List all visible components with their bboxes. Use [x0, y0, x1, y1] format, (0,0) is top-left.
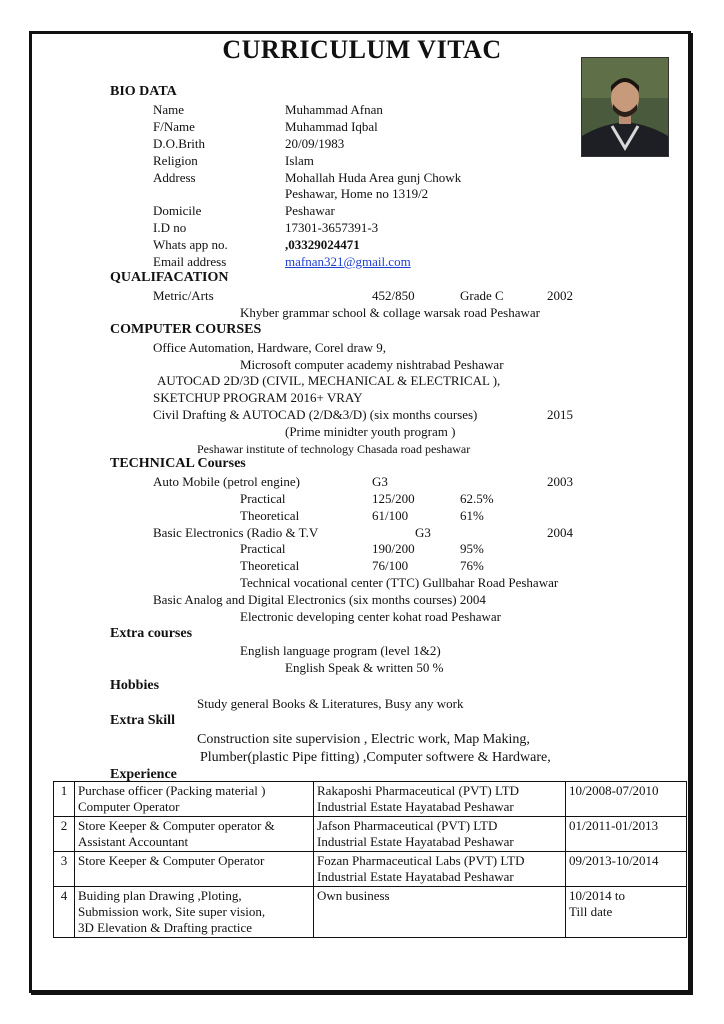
auto-theoretical-label: Theoretical	[240, 508, 300, 523]
experience-heading: Experience	[110, 767, 177, 782]
period-cell	[566, 887, 687, 938]
organization-cell	[314, 887, 566, 938]
page-title: CURRICULUM VITAC	[222, 35, 502, 64]
auto-course-grade: G3	[372, 474, 388, 489]
extra-courses-heading: Extra courses	[110, 626, 193, 641]
row-number: 1	[54, 782, 75, 817]
role-line: Submission work, Site super vision,	[78, 904, 266, 919]
role-line: Purchase officer (Packing material )	[78, 783, 266, 798]
computer-course-line: (Prime minidter youth program )	[285, 424, 456, 439]
elec-course-grade: G3	[415, 525, 431, 540]
analog-course: Basic Analog and Digital Electronics (six months courses) 2004	[153, 592, 486, 607]
org-line: Own business	[317, 888, 390, 903]
org-line: Rakaposhi Pharmaceutical (PVT) LTD	[317, 783, 520, 798]
experience-table	[53, 781, 687, 938]
elec-course-label: Basic Electronics (Radio & T.V	[153, 525, 319, 540]
organization-cell	[314, 852, 566, 887]
elec-practical-marks: 190/200	[372, 541, 415, 556]
org-line: Industrial Estate Hayatabad Peshawar	[317, 834, 514, 849]
computer-course-line: SKETCHUP PROGRAM 2016+ VRAY	[153, 390, 363, 405]
bio-label-address: Address	[153, 170, 196, 185]
bio-label-religion: Religion	[153, 153, 198, 168]
role-line: Store Keeper & Computer Operator	[78, 853, 265, 868]
bio-value-dob: 20/09/1983	[285, 136, 345, 151]
auto-course-label: Auto Mobile (petrol engine)	[153, 474, 300, 489]
auto-course-year: 2003	[547, 474, 573, 489]
elec-course-year: 2004	[547, 525, 573, 540]
qualification-year: 2002	[547, 288, 573, 303]
period-line: 01/2011-01/2013	[569, 818, 659, 833]
computer-course-year: 2015	[547, 407, 573, 422]
email-link[interactable]: mafnan321@gmail.com	[285, 254, 411, 269]
bio-value-name: Muhammad Afnan	[285, 102, 383, 117]
extra-course-line: English Speak & written 50 %	[285, 660, 444, 675]
org-line: Industrial Estate Hayatabad Peshawar	[317, 799, 514, 814]
bio-label-email: Email address	[153, 254, 227, 269]
hobbies-heading: Hobbies	[110, 678, 160, 693]
role-line: Buiding plan Drawing ,Ploting,	[78, 888, 242, 903]
role-line: 3D Elevation & Drafting practice	[78, 920, 252, 935]
qualification-institute: Khyber grammar school & collage warsak road Peshawar	[240, 305, 540, 320]
bio-value-address-2: Peshawar, Home no 1319/2	[285, 186, 429, 201]
bio-value-domicile: Peshawar	[285, 203, 335, 218]
row-number: 3	[54, 852, 75, 887]
bio-label-fname: F/Name	[153, 119, 195, 134]
analog-institute: Electronic developing center kohat road Peshawar	[240, 609, 501, 624]
row-number: 2	[54, 817, 75, 852]
bio-value-religion: Islam	[285, 153, 314, 168]
extra-skill-line: Plumber(plastic Pipe fitting) ,Computer softwere & Hardware,	[200, 750, 551, 765]
qualification-grade: Grade C	[460, 288, 504, 303]
bio-value-whatsapp: ,03329024471	[285, 237, 360, 252]
role-line: Assistant Accountant	[78, 834, 189, 849]
computer-courses-heading: COMPUTER COURSES	[110, 322, 262, 337]
role-cell	[75, 817, 314, 852]
elec-practical-label: Practical	[240, 541, 286, 556]
profile-photo	[581, 57, 669, 157]
elec-practical-percent: 95%	[460, 541, 484, 556]
period-cell	[566, 817, 687, 852]
table-row	[54, 852, 687, 887]
table-row	[54, 817, 687, 852]
bio-label-id: I.D no	[153, 220, 187, 235]
period-line: Till date	[569, 904, 613, 919]
qualification-label: Metric/Arts	[153, 288, 214, 303]
organization-cell	[314, 782, 566, 817]
period-line: 10/2014 to	[569, 888, 625, 903]
elec-theoretical-label: Theoretical	[240, 558, 300, 573]
hobbies-text: Study general Books & Literatures, Busy any work	[197, 696, 464, 711]
computer-course-line: Peshawar institute of technology Chasada road peshawar	[197, 442, 471, 456]
role-line: Store Keeper & Computer operator &	[78, 818, 275, 833]
table-row	[54, 887, 687, 938]
period-cell	[566, 782, 687, 817]
extra-course-line: English language program (level 1&2)	[240, 643, 441, 658]
biodata-heading: BIO DATA	[110, 84, 177, 99]
computer-course-line: Office Automation, Hardware, Corel draw 9,	[153, 340, 386, 355]
auto-practical-percent: 62.5%	[460, 491, 494, 506]
auto-theoretical-marks: 61/100	[372, 508, 409, 523]
role-cell	[75, 782, 314, 817]
bio-label-dob: D.O.Brith	[153, 136, 205, 151]
extra-skill-heading: Extra Skill	[110, 713, 175, 728]
organization-cell	[314, 817, 566, 852]
bio-label-whatsapp: Whats app no.	[153, 237, 228, 252]
table-row	[54, 782, 687, 817]
computer-course-line: AUTOCAD 2D/3D (CIVIL, MECHANICAL & ELECTRICAL ),	[157, 373, 501, 388]
auto-practical-label: Practical	[240, 491, 286, 506]
ttc-institute: Technical vocational center (TTC) Gullbahar Road Peshawar	[240, 575, 559, 590]
qualification-marks: 452/850	[372, 288, 415, 303]
org-line: Jafson Pharmaceutical (PVT) LTD	[317, 818, 498, 833]
org-line: Fozan Pharmaceutical Labs (PVT) LTD	[317, 853, 525, 868]
role-cell	[75, 887, 314, 938]
bio-value-id: 17301-3657391-3	[285, 220, 379, 235]
auto-practical-marks: 125/200	[372, 491, 415, 506]
org-line: Industrial Estate Hayatabad Peshawar	[317, 869, 514, 884]
bio-label-domicile: Domicile	[153, 203, 202, 218]
computer-course-line: Microsoft computer academy nishtrabad Peshawar	[240, 357, 504, 372]
elec-theoretical-marks: 76/100	[372, 558, 409, 573]
extra-skill-line: Construction site supervision , Electric work, Map Making,	[197, 732, 530, 747]
elec-theoretical-percent: 76%	[460, 558, 484, 573]
auto-theoretical-percent: 61%	[460, 508, 484, 523]
period-cell	[566, 852, 687, 887]
period-line: 10/2008-07/2010	[569, 783, 659, 798]
computer-course-line: Civil Drafting & AUTOCAD (2/D&3/D) (six months courses)	[153, 407, 478, 422]
qualification-heading: QUALIFACATION	[110, 270, 229, 285]
role-cell	[75, 852, 314, 887]
bio-label-name: Name	[153, 102, 185, 117]
bio-value-address-1: Mohallah Huda Area gunj Chowk	[285, 170, 462, 185]
portrait-image	[582, 58, 668, 156]
bio-value-fname: Muhammad Iqbal	[285, 119, 378, 134]
period-line: 09/2013-10/2014	[569, 853, 659, 868]
role-line: Computer Operator	[78, 799, 180, 814]
technical-heading: TECHNICAL Courses	[110, 456, 246, 471]
row-number: 4	[54, 887, 75, 938]
